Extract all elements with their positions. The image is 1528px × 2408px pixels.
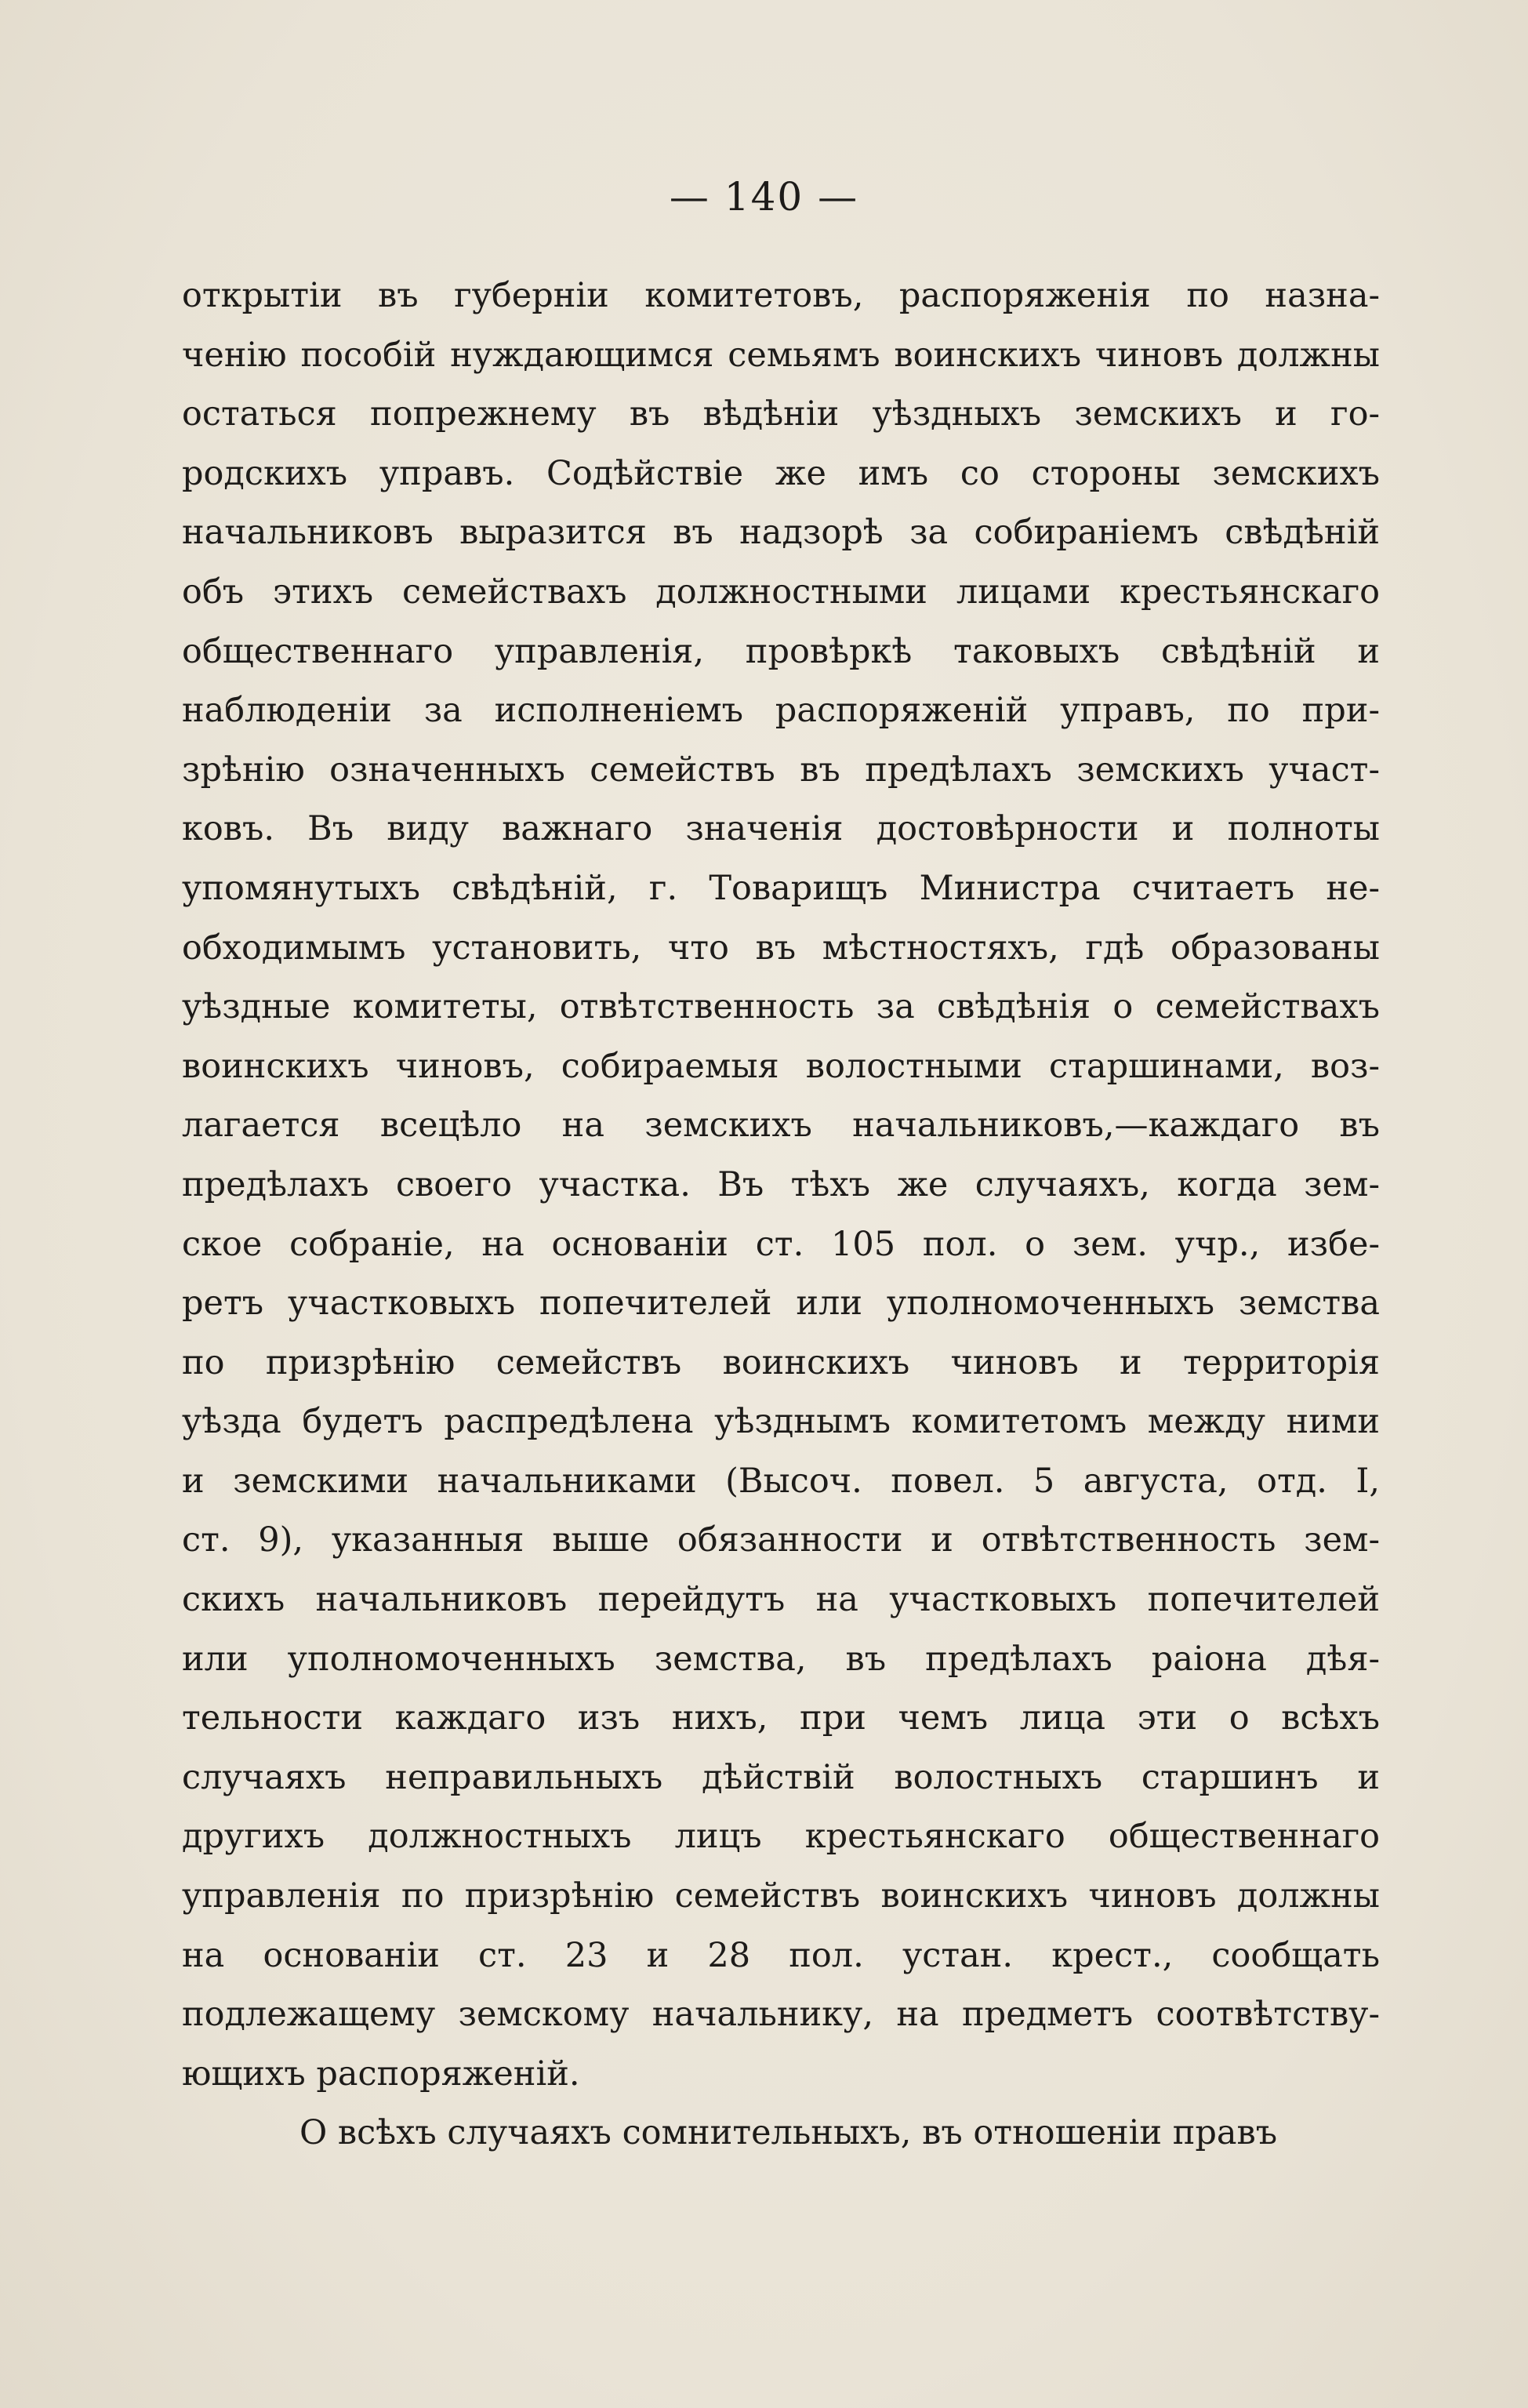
text-line: другихъ должностныхъ лицъ крестьянскаго общественнаго	[182, 1817, 1380, 1857]
page-number: — 140 —	[669, 174, 859, 220]
text-line: уѣзда будетъ распредѣлена уѣзднымъ комитетомъ между ними	[182, 1402, 1380, 1442]
body-text	[182, 267, 1380, 2163]
text-line: открытіи въ губерніи комитетовъ, распоряженія по назна-	[182, 276, 1380, 315]
text-line: случаяхъ неправильныхъ дѣйствій волостныхъ старшинъ и	[182, 1757, 1380, 1797]
text-line: и земскими начальниками (Высоч. повел. 5 августа, отд. I,	[182, 1461, 1380, 1501]
text-line: подлежащему земскому начальнику, на предметъ соотвѣтству-	[182, 1995, 1380, 2035]
text-line-paragraph-end: ющихъ распоряженій.	[182, 2054, 580, 2094]
text-line: ченію пособій нуждающимся семьямъ воинскихъ чиновъ должны	[182, 335, 1380, 375]
text-line: наблюденіи за исполненіемъ распоряженій управъ, по при-	[182, 691, 1380, 731]
text-line: уѣздные комитеты, отвѣтственность за свѣдѣнія о семействахъ	[182, 987, 1380, 1027]
text-line-paragraph-start: О всѣхъ случаяхъ сомнительныхъ, въ отношеніи правъ	[299, 2113, 1278, 2153]
text-line: воинскихъ чиновъ, собираемыя волостными старшинами, воз-	[182, 1046, 1380, 1086]
text-line: общественнаго управленія, провѣркѣ таковыхъ свѣдѣній и	[182, 631, 1380, 671]
text-line: ретъ участковыхъ попечителей или уполномоченныхъ земства	[182, 1284, 1380, 1324]
text-line: предѣлахъ своего участка. Въ тѣхъ же случаяхъ, когда зем-	[182, 1164, 1380, 1204]
text-line: упомянутыхъ свѣдѣній, г. Товарищъ Министра считаетъ не-	[182, 868, 1380, 908]
text-line: скихъ начальниковъ перейдутъ на участковыхъ попечителей	[182, 1580, 1380, 1620]
text-line: остаться попрежнему въ вѣдѣніи уѣздныхъ земскихъ и го-	[182, 394, 1380, 434]
text-line: ковъ. Въ виду важнаго значенія достовѣрности и полноты	[182, 809, 1380, 849]
text-line: или уполномоченныхъ земства, въ предѣлахъ раіона дѣя-	[182, 1639, 1380, 1679]
text-line: родскихъ управъ. Содѣйствіе же имъ со стороны земскихъ	[182, 453, 1380, 493]
text-line: лагается всецѣло на земскихъ начальниковъ,—каждаго въ	[182, 1106, 1380, 1146]
text-line: ст. 9), указанныя выше обязанности и отвѣтственность зем-	[182, 1520, 1380, 1560]
text-line: обходимымъ установить, что въ мѣстностяхъ, гдѣ образованы	[182, 928, 1380, 968]
text-line: зрѣнію означенныхъ семействъ въ предѣлахъ земскихъ участ-	[182, 750, 1380, 790]
text-line: по призрѣнію семействъ воинскихъ чиновъ и территорія	[182, 1342, 1380, 1382]
text-line: объ этихъ семействахъ должностными лицами крестьянскаго	[182, 572, 1380, 612]
text-line: на основаніи ст. 23 и 28 пол. устан. крест., сообщать	[182, 1935, 1380, 1975]
text-line: управленія по призрѣнію семействъ воинскихъ чиновъ должны	[182, 1876, 1380, 1916]
text-line: начальниковъ выразится въ надзорѣ за собираніемъ свѣдѣній	[182, 513, 1380, 553]
text-line: тельности каждаго изъ нихъ, при чемъ лица эти о всѣхъ	[182, 1698, 1380, 1738]
text-line: ское собраніе, на основаніи ст. 105 пол. о зем. учр., избе-	[182, 1224, 1380, 1264]
